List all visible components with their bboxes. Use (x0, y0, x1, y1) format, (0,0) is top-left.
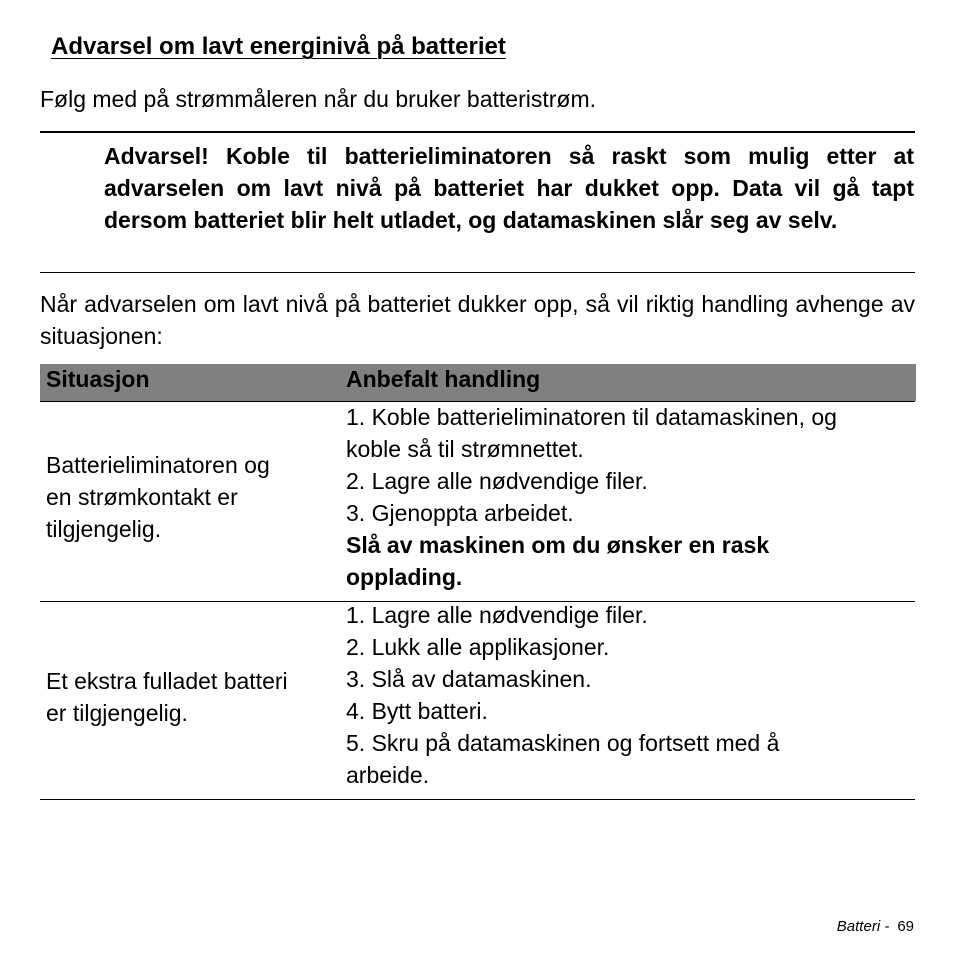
row1-situation-line: tilgjengelig. (46, 516, 162, 542)
table-bottom-rule (40, 799, 915, 800)
table-header (40, 364, 916, 401)
row1-action-line: koble så til strømnettet. (346, 436, 584, 462)
intro-text: Følg med på strømmåleren når du bruker batteristrøm. (40, 86, 596, 112)
row2-action-line: 2. Lukk alle applikasjoner. (346, 634, 610, 660)
footer-section: Batteri - (836, 918, 890, 935)
section-heading: Advarsel om lavt energinivå på batteriet (51, 33, 506, 60)
row2-action-line: 4. Bytt batteri. (346, 698, 488, 724)
row2-action-line: arbeide. (346, 762, 430, 788)
row1-action (346, 401, 837, 593)
column-header-situation: Situasjon (46, 366, 150, 392)
row2-action-line: 1. Lagre alle nødvendige filer. (346, 602, 648, 628)
row2-situation-line: er tilgjengelig. (46, 700, 188, 726)
row2-action (346, 599, 779, 791)
row1-action-bold-line: Slå av maskinen om du ønsker en rask (346, 532, 770, 558)
row2-action-line: 3. Slå av datamaskinen. (346, 666, 592, 692)
warning-text: Advarsel! Koble til batterieliminatoren så raskt som mulig etter at advarselen om lavt nivå på batteriet har dukket opp. Data vil gå tapt dersom batteriet blir helt utladet, og datamaskinen slår seg av selv. (104, 143, 914, 233)
warning-bottom-rule (40, 272, 915, 273)
row1-action-line: 2. Lagre alle nødvendige filer. (346, 468, 648, 494)
warning-top-rule (40, 131, 915, 133)
row2-situation (46, 665, 288, 729)
situation-paragraph: Når advarselen om lavt nivå på batteriet dukker opp, så vil riktig handling avhenge av situasjonen: (40, 291, 915, 349)
row1-situation-line: Batterieliminatoren og (46, 452, 270, 478)
row1-action-line: 3. Gjenoppta arbeidet. (346, 500, 574, 526)
column-header-action: Anbefalt handling (346, 366, 541, 392)
page-footer (837, 918, 914, 935)
row1-action-line: 1. Koble batterieliminatoren til datamaskinen, og (346, 404, 837, 430)
row1-situation (46, 449, 270, 545)
row1-action-bold-line: opplading. (346, 564, 463, 590)
row1-situation-line: en strømkontakt er (46, 484, 238, 510)
page-number: 69 (897, 918, 914, 935)
row2-situation-line: Et ekstra fulladet batteri (46, 668, 288, 694)
row2-action-line: 5. Skru på datamaskinen og fortsett med å (346, 730, 780, 756)
